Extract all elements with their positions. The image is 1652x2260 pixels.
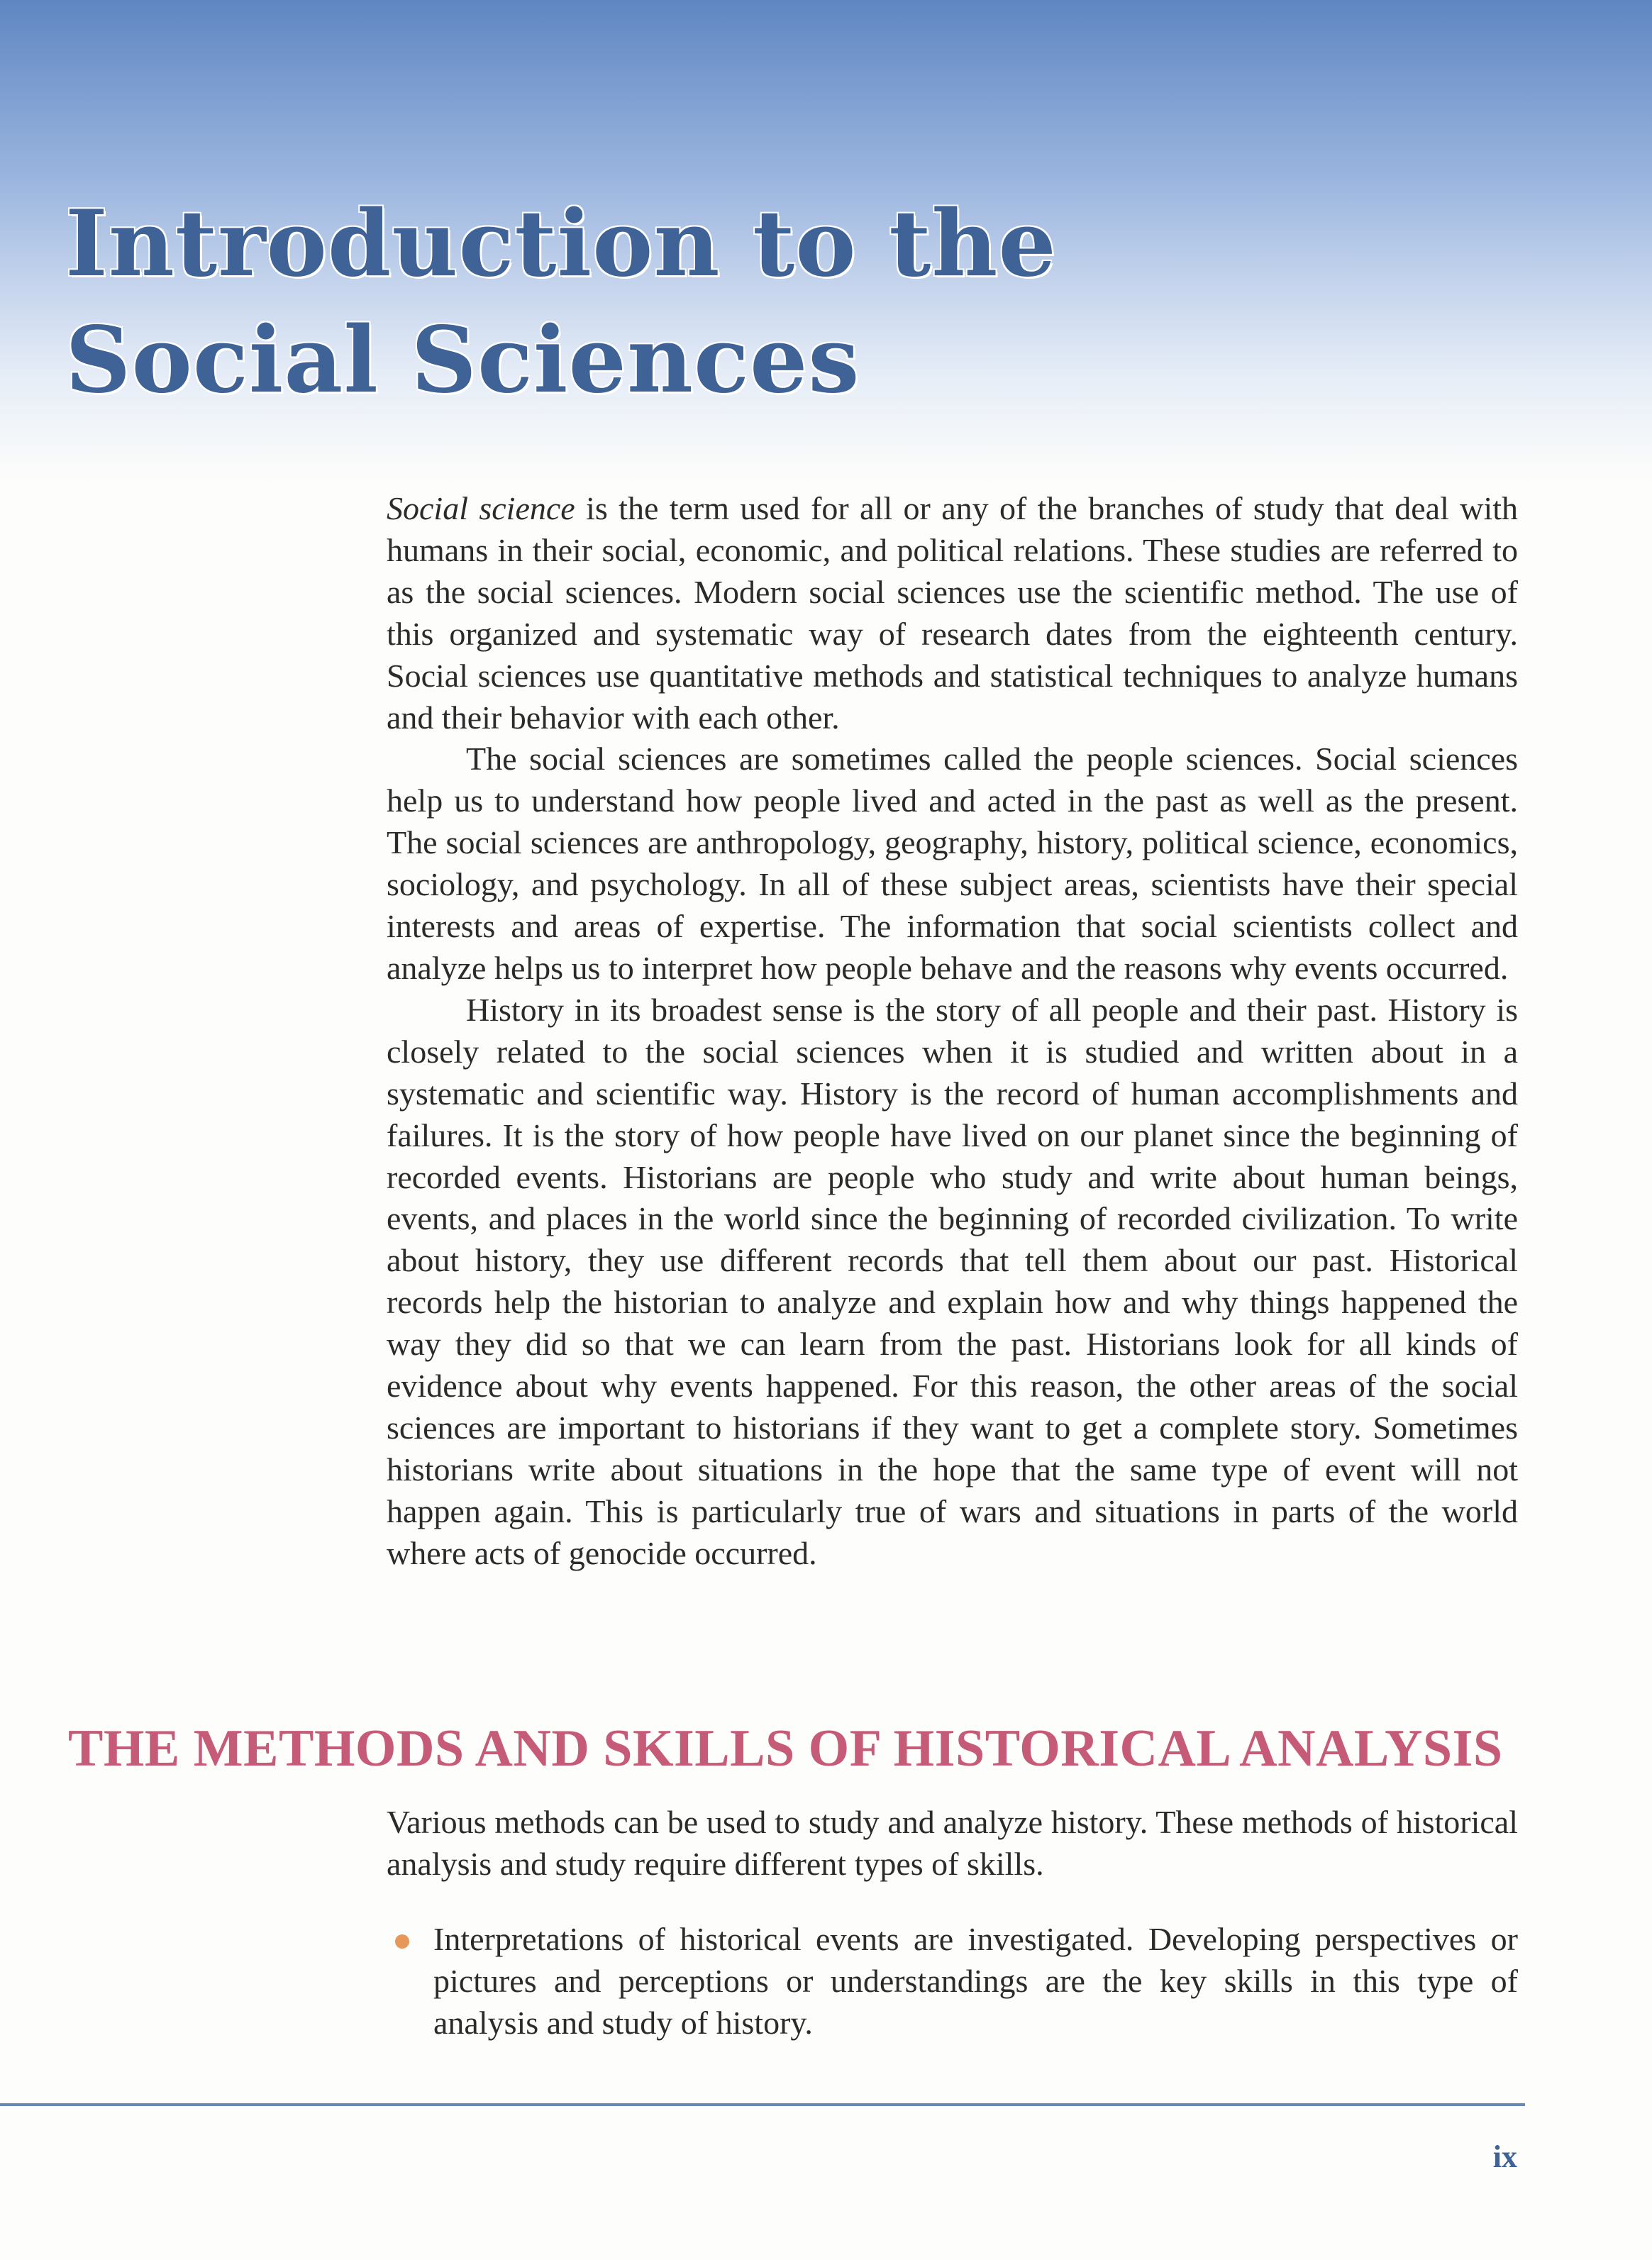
intro-paragraph-3: History in its broadest sense is the story of all people and their past. History is closely related to the social sciences when it is studied and written about in a systematic and scientific way. History is the record of human accomplishments and failures. It is the story of how people have lived on our planet since the beginning of recorded events. Historians are people who study and write about human beings, events, and places in the world since the beginning of recorded civilization. To write about history, they use different records that tell them about our past. Historical records help the historian to analyze and explain how and why things happened the way they did so that we can learn from the past. Historians look for all kinds of evidence about why events happened. For this reason, the other areas of the social sciences are important to historians if they want to get a complete story. Sometimes historians write about situations in the hope that the same type of event will not happen again. This is particularly true of wars and situations in parts of the world where acts of genocide occurred.	[387, 991, 1518, 1571]
bullet-dot-icon	[395, 1934, 409, 1949]
footer-rule	[0, 2103, 1525, 2106]
intro-paragraph-1-text: is the term used for all or any of the branches of study that deal with humans in their social, economic, and political relations. These studies are referred to as the social sciences. Modern social sciences use the scientific method. The use of this organized and systematic way of research dates from the eighteenth century. Social sciences use quantitative methods and statistical techniques to analyze humans and their behavior with each other.	[387, 490, 1519, 736]
page-title-line-2: Social Sciences	[65, 307, 860, 414]
section-heading: THE METHODS AND SKILLS OF HISTORICAL ANALYSIS	[68, 1719, 1503, 1778]
lead-term: Social science	[387, 490, 575, 526]
intro-body	[387, 488, 1518, 1575]
page-number: ix	[1492, 2139, 1517, 2174]
section-intro	[387, 1802, 1518, 1885]
section-intro-paragraph: Various methods can be used to study and analyze history. These methods of historical analysis and study require different types of skills.	[387, 1804, 1518, 1882]
intro-paragraph-1	[387, 488, 1518, 738]
page-title	[65, 186, 1057, 419]
list-item-text: Interpretations of historical events are investigated. Developing perspectives or pictures and perceptions or understandings are the key skills in this type of analysis and study of history.	[433, 1921, 1518, 2041]
list-item	[387, 1919, 1518, 2044]
page-title-line-1: Introduction to the	[65, 191, 1057, 297]
intro-paragraph-2: The social sciences are sometimes called the people sciences. Social sciences help us to understand how people lived and acted in the past as well as the present. The social sciences are anthropology, geography, history, political science, economics, sociology, and psychology. In all of these subject areas, scientists have their special interests and areas of expertise. The information that social scientists collect and analyze helps us to interpret how people behave and the reasons why events occurred.	[387, 741, 1518, 986]
